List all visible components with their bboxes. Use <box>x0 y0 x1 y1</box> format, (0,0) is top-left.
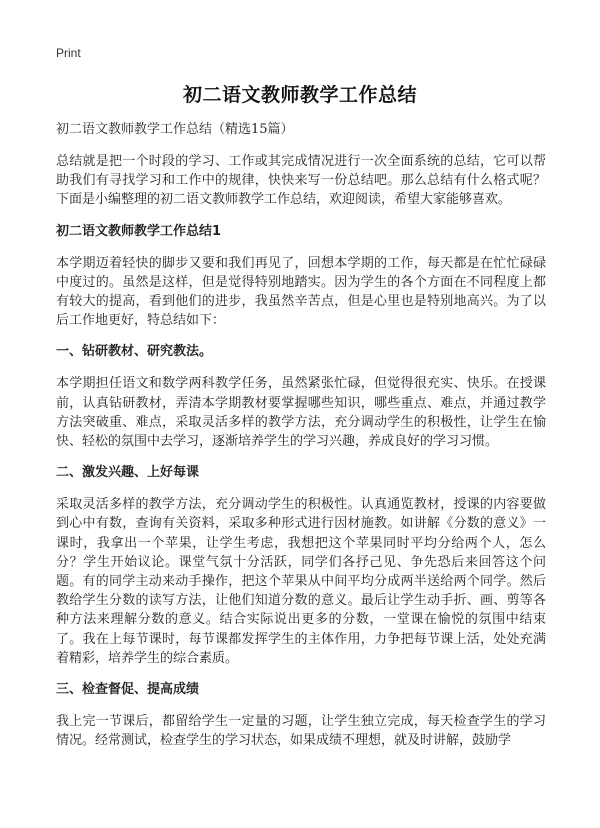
subsection-paragraph-2: 采取灵活多样的教学方法，充分调动学生的积极性。认真通览教材，授课的内容要做到心中有数，查询有关资料，采取多种形式进行因材施教。如讲解《分数的意义》一课时，我拿出一个苹果，让学生考虑，我想把这个苹果同时平均分给两个人，怎么分？学生开始议论。课堂气氛十分活跃，同学们各抒己见、争先恐后来回答这个问题。有的同学主动来动手操作，把这个苹果从中间平均分成两半送给两个同学。然后教给学生分数的读写方法，让他们知道分数的意义。最后让学生动手折、画、剪等各种方法来理解分数的意义。结合实际说出更多的分数，一堂课在愉悦的氛围中结束了。我在上每节课时，每节课都发挥学生的主体作用，力争把每节课上活，处处充满着精彩，培养学生的综合素质。 <box>56 497 546 666</box>
document-subtitle: 初二语文教师教学工作总结（精选15篇） <box>56 122 294 137</box>
print-link[interactable]: Print <box>56 46 81 60</box>
subsection-heading-1: 一、钻研教材、研究教法。 <box>56 344 213 360</box>
intro-paragraph: 总结就是把一个时段的学习、工作或其完成情况进行一次全面系统的总结，它可以帮助我们有寻找学习和工作中的规律，快快来写一份总结吧。那么总结有什么格式呢？下面是小编整理的初二语文教师教学工作总结，欢迎阅读，希望大家能够喜欢。 <box>56 154 546 208</box>
subsection-heading-2: 二、激发兴趣、上好每课 <box>56 465 200 481</box>
section-heading: 初二语文教师教学工作总结1 <box>56 223 222 239</box>
page-title: 初二语文教师教学工作总结 <box>182 84 417 106</box>
section-paragraph: 本学期迈着轻快的脚步又要和我们再见了，回想本学期的工作，每天都是在忙忙碌碌中度过的。虽然是这样，但是觉得特别地踏实。因为学生的各个方面在不同程度上都有较大的提高，看到他们的进步，我虽然辛苦点，但是心里也是特别地高兴。为了以后工作地更好，特总结如下： <box>56 255 546 329</box>
document-body <box>56 120 546 762</box>
subsection-heading-3: 三、检查督促、提高成绩 <box>56 682 200 698</box>
subsection-paragraph-3: 我上完一节课后，都留给学生一定量的习题，让学生独立完成，每天检查学生的学习情况。经常测试，检查学生的学习状态，如果成绩不理想，就及时讲解，鼓励学 <box>56 714 546 749</box>
subsection-paragraph-1: 本学期担任语文和数学两科教学任务，虽然紧张忙碌，但觉得很充实、快乐。在授课前，认真钻研教材，弄清本学期教材要掌握哪些知识，哪些重点、难点，并通过教学方法突破重、难点，采取灵活多样的教学方法，充分调动学生的积极性，让学生在愉快、轻松的氛围中去学习，逐渐培养学生的学习兴趣，养成良好的学习习惯。 <box>56 376 546 450</box>
